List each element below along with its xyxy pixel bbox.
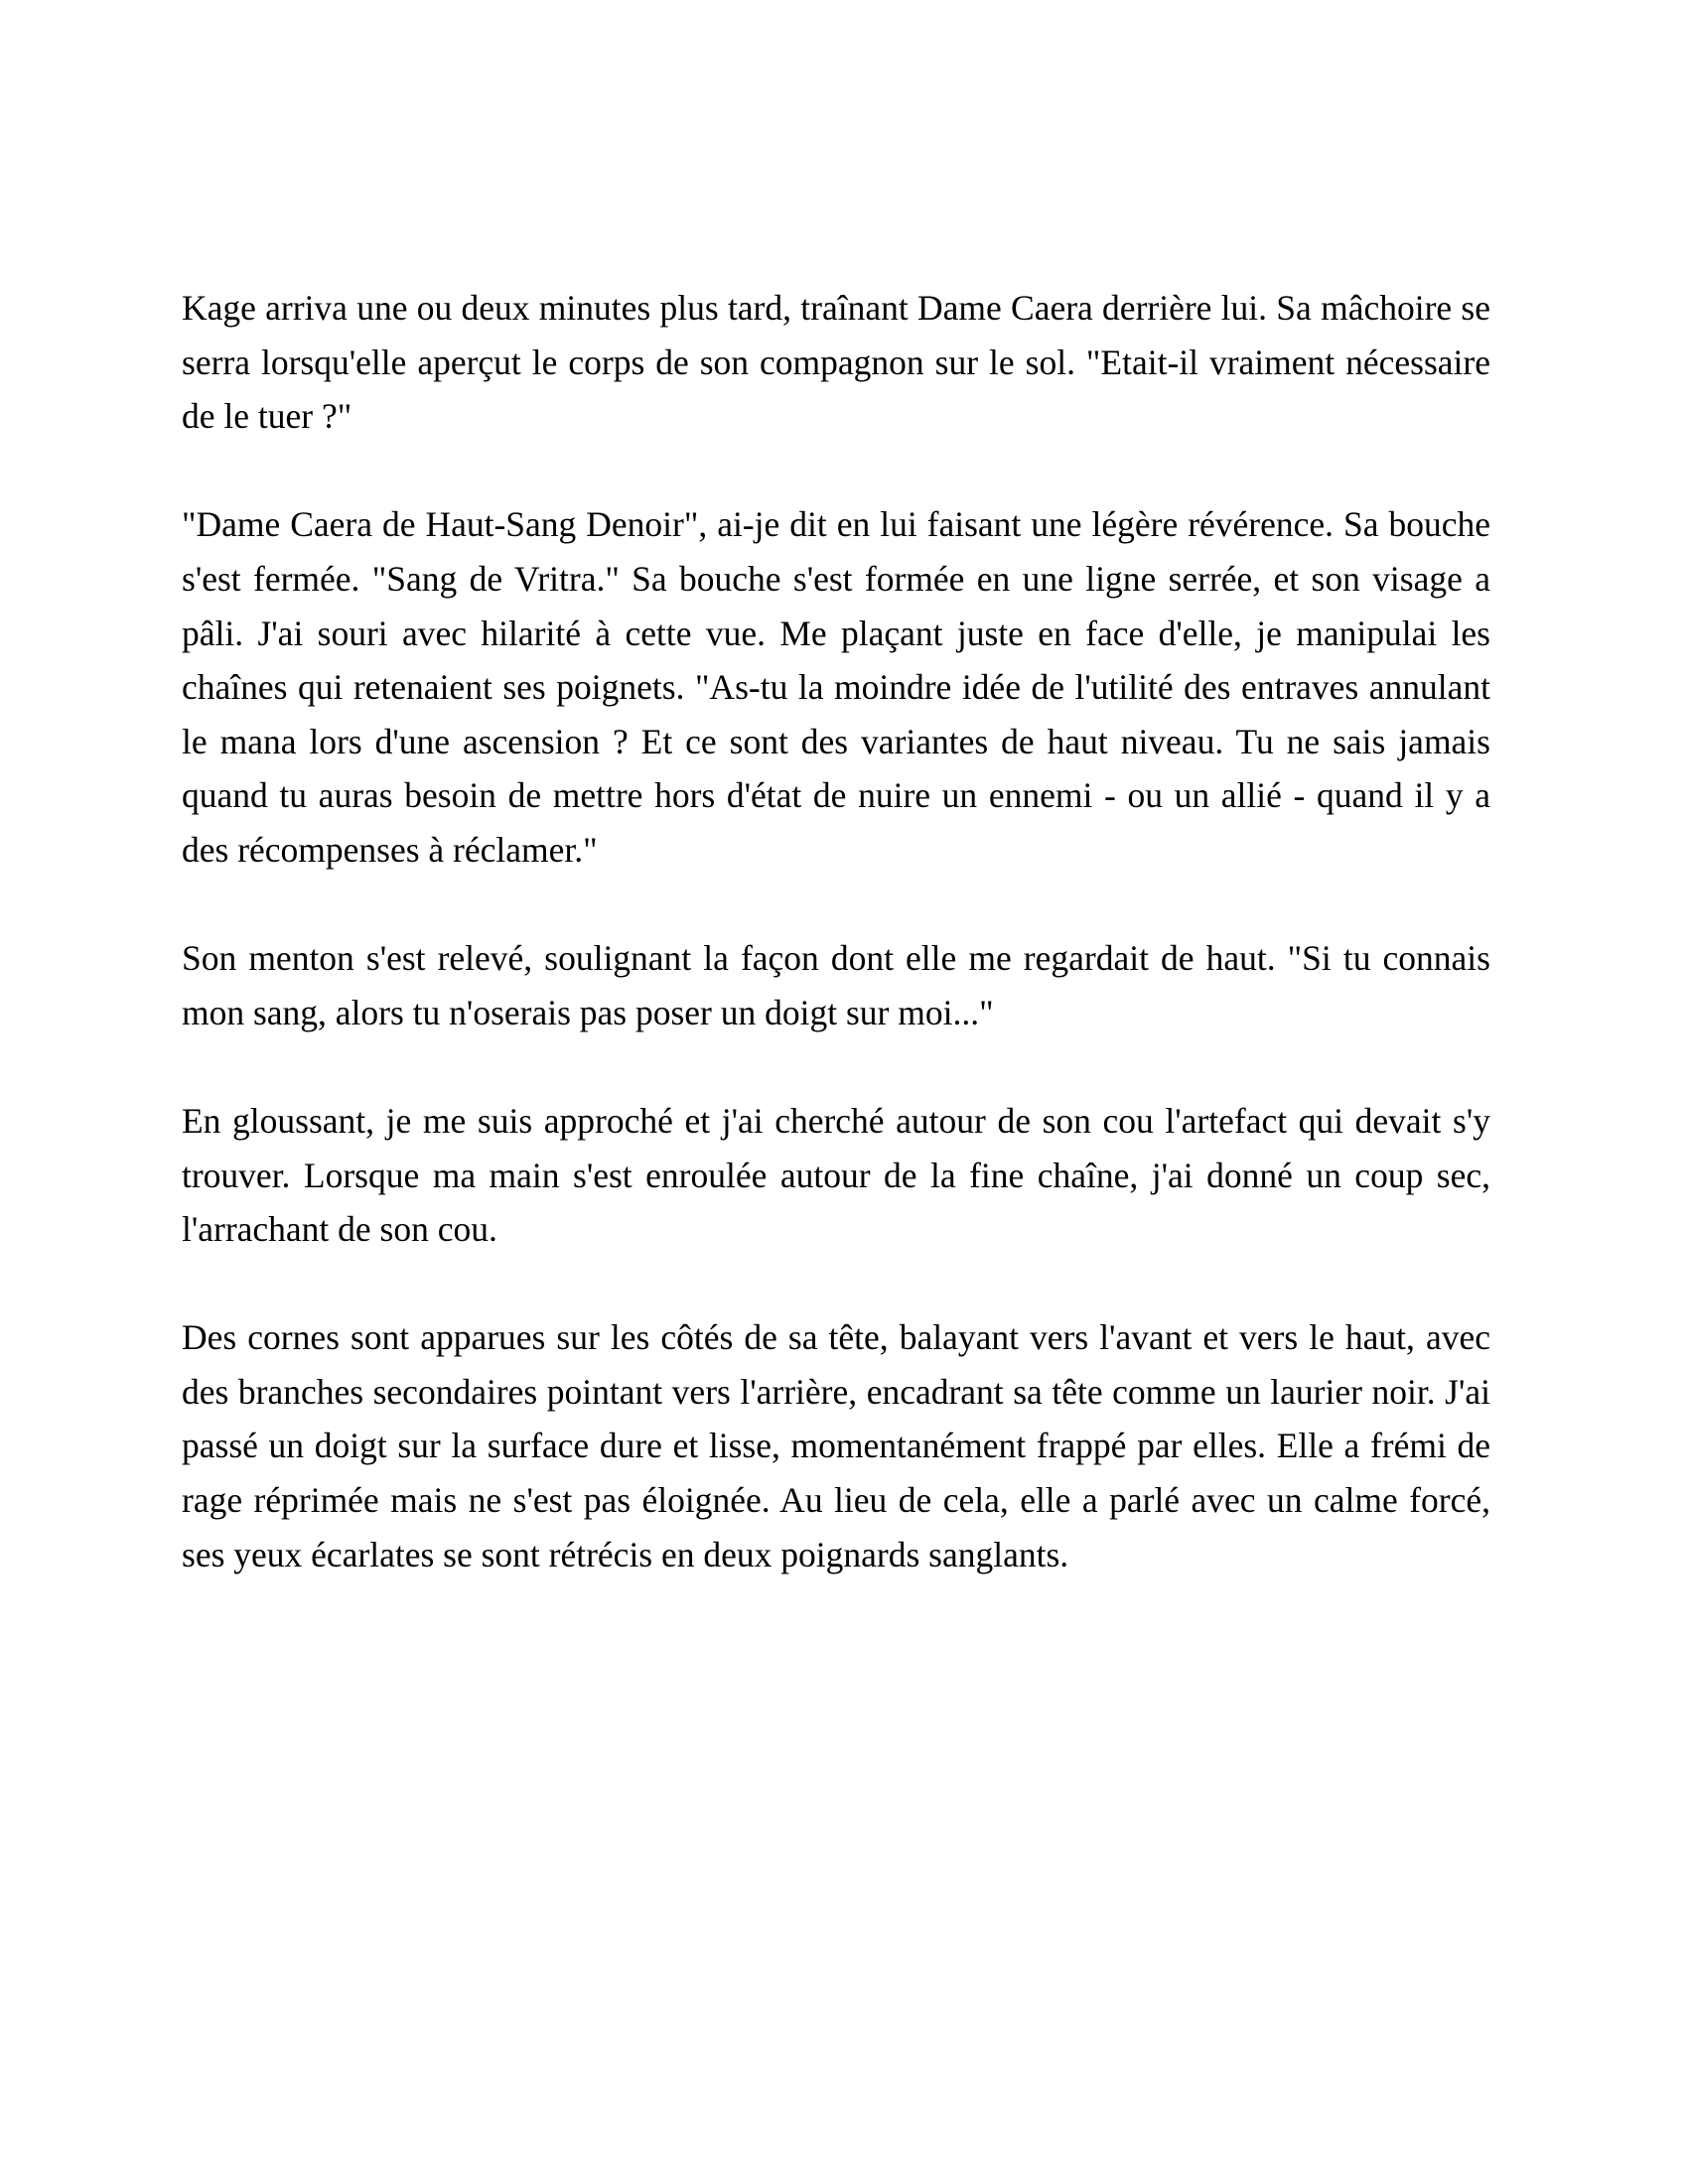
paragraph-4: En gloussant, je me suis approché et j'ai cherché autour de son cou l'artefact qui devait s'y trouver. Lorsque ma main s'est enroulée autour de la fine chaîne, j'ai donné un coup sec, l'arrachant de son cou.: [182, 1100, 1490, 1250]
paragraph-5: Des cornes sont apparues sur les côtés de sa tête, balayant vers l'avant et vers le haut, avec des branches secondaires pointant vers l'arrière, encadrant sa tête comme un laurier noir. J'ai passé un doigt sur la surface dure et lisse, momentanément frappé par elles. Elle a frémi de rage réprimée mais ne s'est pas éloignée. Au lieu de cela, elle a parlé avec un calme forcé, ses yeux écarlates se sont rétrécis en deux poignards sanglants.: [182, 1317, 1490, 1574]
paragraph-3: Son menton s'est relevé, soulignant la façon dont elle me regardait de haut. "Si tu connais mon sang, alors tu n'oserais pas poser un doigt sur moi...": [182, 938, 1490, 1032]
document-page: [182, 281, 1490, 1636]
paragraph-1: Kage arriva une ou deux minutes plus tard, traînant Dame Caera derrière lui. Sa mâchoire se serra lorsqu'elle aperçut le corps de son compagnon sur le sol. "Etait-il vraiment nécessaire de le tuer ?": [182, 288, 1490, 437]
paragraph-2: "Dame Caera de Haut-Sang Denoir", ai-je dit en lui faisant une légère révérence. Sa bouche s'est fermée. "Sang de Vritra." Sa bouche s'est formée en une ligne serrée, et son visage a pâli. J'ai souri avec hilarité à cette vue. Me plaçant juste en face d'elle, je manipulai les chaînes qui retenaient ses poignets. "As-tu la moindre idée de l'utilité des entraves annulant le mana lors d'une ascension ? Et ce sont des variantes de haut niveau. Tu ne sais jamais quand tu auras besoin de mettre hors d'état de nuire un ennemi - ou un allié - quand il y a des récompenses à réclamer.": [182, 504, 1490, 870]
